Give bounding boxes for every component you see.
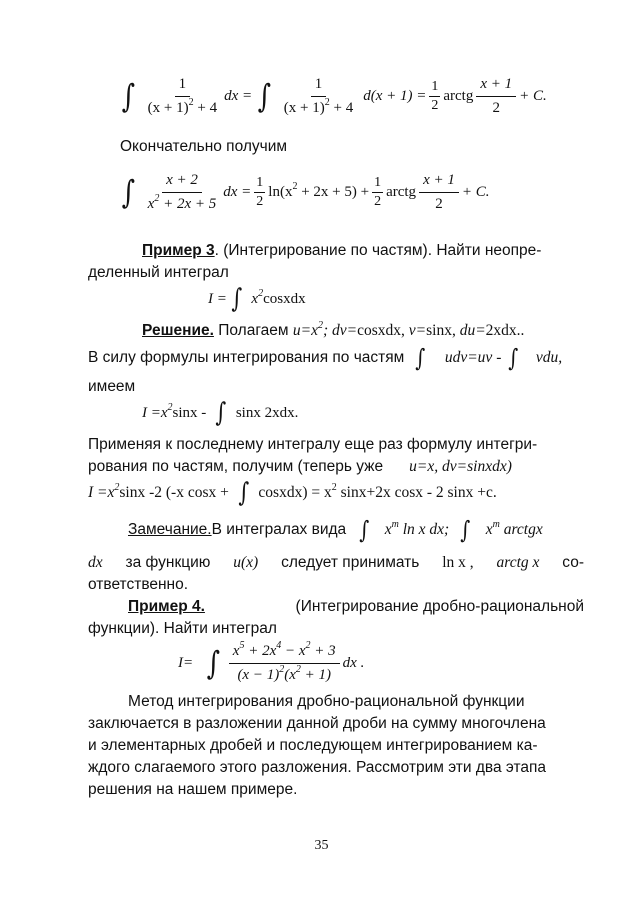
integral-sign: ∫ (508, 344, 519, 372)
fraction-half: $\frac{1}{2}$ (256, 174, 264, 209)
example4-line1: Пример 4. (Интегрирование дробно-рациональной (128, 598, 584, 615)
fraction: $\frac{x^5 + 2x^4 - x^2 + 3}{(x - 1)^2(x^2 + 1)}$ (229, 643, 340, 684)
example3-line2: деленный интеграл (88, 264, 229, 281)
paragraph-line5: решения на нашем примере. (88, 781, 298, 798)
fraction: $\frac{x + 1}{2}$ (476, 76, 516, 117)
remark-label: Замечание. (128, 521, 212, 538)
fraction-half: $\frac{1}{2}$ (431, 78, 439, 113)
integral-sign: ∫ (206, 644, 221, 682)
text-okonchatelno: Окончательно получим (120, 138, 288, 155)
integral-sign: ∫ (359, 516, 370, 544)
fraction: $\frac{x + 2}{x^2 + 2x + 5}$ (147, 171, 217, 212)
formula-solution-final: $I =x^2$ sinx -2 (-x cosx + ∫ cosxdx) = $x^2$ sinx+2x cosx - 2 sinx +c. (88, 478, 497, 508)
example4-line2: функции). Найти интеграл (88, 620, 277, 637)
solution-line3: имеем (88, 378, 136, 395)
solution-line4: Применяя к последнему интегралу еще раз формулу интегри- (88, 436, 538, 453)
formula-integral-1: ∫ $\frac{1}{(x + 1)^2 + 4}$ dx = ∫ $\frac{1}{(x + 1)^2 + 4}$ d(x + 1) = $\frac{1}{2}$ arctg $\frac{x + 1}{2}$ + C. (121, 75, 547, 116)
formula-solution: $I =x^2$ sinx - ∫ sinx 2xdx. (142, 398, 299, 428)
paragraph-line2: заключается в разложении данной дроби на сумму многочлена (88, 715, 546, 732)
integral-sign: ∫ (415, 344, 426, 372)
example4-label: Пример 4. (128, 598, 205, 615)
solution-line5: рования по частям, получим (теперь уже u=x, dv=sinxdx) (88, 458, 512, 475)
remark-line2: dx за функцию u(x) следует принимать ln x , arctg x со- (88, 554, 584, 571)
integral-sign: ∫ (215, 398, 227, 428)
solution-line2: В силу формулы интегрирования по частям ∫ udv=uv - ∫ vdu, (88, 344, 563, 372)
example3-line1: Пример 3. (Интегрирование по частям). Найти неопре- (142, 242, 542, 259)
integral-sign: ∫ (121, 173, 136, 211)
integral-sign: ∫ (238, 478, 250, 508)
formula-integral-2: ∫ $\frac{x + 2}{x^2 + 2x + 5}$ dx = $\frac{1}{2}$ $\ln(x^2 + 2x + 5)$ + $\frac{1}{2}$ arctg $\frac{x + 1}{2}$ + C. (121, 171, 490, 212)
remark-line1: Замечание. В интегралах вида ∫ $x^m$ ln x dx; ∫ $x^m$ arctgx (128, 516, 543, 544)
fraction-half: $\frac{1}{2}$ (374, 174, 382, 209)
formula-example4: I= ∫ $\frac{x^5 + 2x^4 - x^2 + 3}{(x - 1)^2(x^2 + 1)}$ dx . (178, 639, 365, 683)
paragraph-line4: ждого слагаемого этого разложения. Рассмотрим эти два этапа (88, 759, 546, 776)
solution-label: Решение. (142, 322, 214, 339)
fraction: $\frac{1}{(x + 1)^2 + 4}$ (283, 75, 354, 116)
formula-example3: I = ∫ $x^2$ cosxdx (208, 284, 306, 314)
integral-sign: ∫ (121, 77, 136, 115)
page-number: 35 (314, 838, 329, 853)
integral-sign: ∫ (257, 77, 272, 115)
example3-label: Пример 3 (142, 242, 215, 259)
solution-line1: Решение. Полагаем $u=x^2$; dv=cosxdx, v=sinx, du=2xdx.. (142, 320, 525, 339)
integral-sign: ∫ (231, 284, 243, 314)
fraction: $\frac{1}{(x + 1)^2 + 4}$ (147, 75, 218, 116)
integral-sign: ∫ (460, 516, 471, 544)
paragraph-line1: Метод интегрирования дробно-рациональной функции (128, 693, 525, 710)
fraction: $\frac{x + 1}{2}$ (419, 172, 459, 213)
paragraph-line3: и элементарных дробей и последующем интегрированием ка- (88, 737, 538, 754)
remark-line3: ответственно. (88, 576, 189, 593)
